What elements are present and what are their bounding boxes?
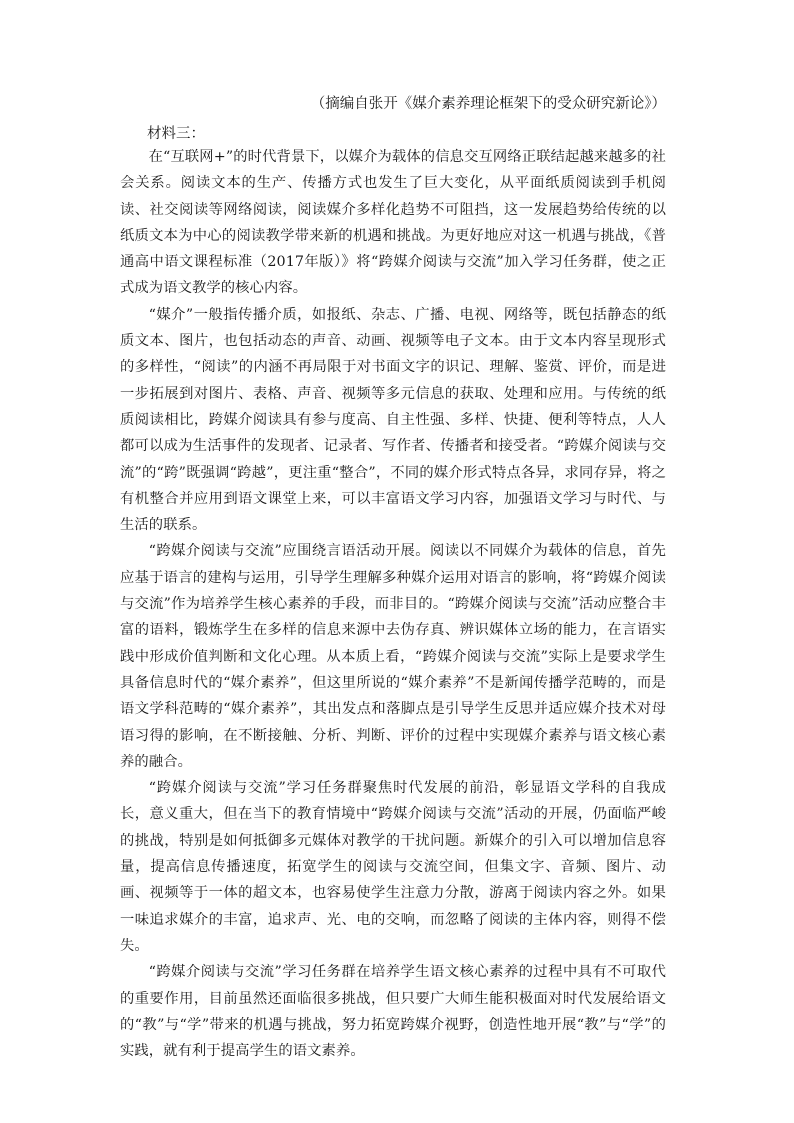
paragraph: “跨媒介阅读与交流”学习任务群聚焦时代发展的前沿，彰显语文学科的自我成长，意义重大，但在当下的教育情境中“跨媒介阅读与交流”活动的开展，仍面临严峻的挑战，特别是如何抵御多元媒体对教学的干扰问题。新媒介的引入可以增加信息容量，提高信息传播速度，拓宽学生的阅读与交流空间，但集文字、音频、图片、动画、视频等于一体的超文本，也容易使学生注意力分散，游离于阅读内容之外。如果一味追求媒介的丰富，追求声、光、电的交响，而忽略了阅读的主体内容，则得不偿失。 [120, 780, 666, 954]
body-text [120, 144, 666, 1064]
paragraph: “跨媒介阅读与交流”学习任务群在培养学生语文核心素养的过程中具有不可取代的重要作用，目前虽然还面临很多挑战，但只要广大师生能积极面对时代发展给语文的“教”与“学”带来的机遇与挑战，努力拓宽跨媒介视野，创造性地开展“教”与“学”的实践，就有利于提高学生的语文素养。 [120, 964, 666, 1060]
paragraph: 在“互联网+”的时代背景下，以媒介为载体的信息交互网络正联结起越来越多的社会关系。阅读文本的生产、传播方式也发生了巨大变化，从平面纸质阅读到手机阅读、社交阅读等网络阅读，阅读媒介多样化趋势不可阻挡，这一发展趋势给传统的以纸质文本为中心的阅读教学带来新的机遇和挑战。为更好地应对这一机遇与挑战，《普通高中语文课程标准（2017年版）》将“跨媒介阅读与交流”加入学习任务群，使之正式成为语文教学的核心内容。 [120, 149, 666, 297]
paragraph: “跨媒介阅读与交流”应围绕言语活动开展。阅读以不同媒介为载体的信息，首先应基于语言的建构与运用，引导学生理解多种媒介运用对语言的影响，将“跨媒介阅读与交流”作为培养学生核心素养的手段，而非目的。“跨媒介阅读与交流”活动应整合丰富的语料，锻炼学生在多样的信息来源中去伪存真、辨识媒体立场的能力，在言语实践中形成价值判断和文化心理。从本质上看，“跨媒介阅读与交流”实际上是要求学生具备信息时代的“媒介素养”，但这里所说的“媒介素养”不是新闻传播学范畴的，而是语文学科范畴的“媒介素养”，其出发点和落脚点是引导学生反思并适应媒介技术对母语习得的影响，在不断接触、分析、判断、评价的过程中实现媒介素养与语文核心素养的融合。 [120, 543, 666, 770]
paragraph: “媒介”一般指传播介质，如报纸、杂志、广播、电视、网络等，既包括静态的纸质文本、图片，也包括动态的声音、动画、视频等电子文本。由于文本内容呈现形式的多样性，“阅读”的内涵不再局限于对书面文字的识记、理解、鉴赏、评价，而是进一步拓展到对图片、表格、声音、视频等多元信息的获取、处理和应用。与传统的纸质阅读相比，跨媒介阅读具有参与度高、自主性强、多样、快捷、便利等特点，人人都可以成为生活事件的发现者、记录者、写作者、传播者和接受者。“跨媒介阅读与交流”的“跨”既强调“跨越”，更注重“整合”，不同的媒介形式特点各异，求同存异，将之有机整合并应用到语文课堂上来，可以丰富语文学习内容，加强语文学习与时代、与生活的联系。 [120, 306, 666, 534]
source-citation: （摘编自张开《媒介素养理论框架下的受众研究新论》） [310, 96, 666, 112]
section-heading: 材料三： [147, 126, 205, 142]
